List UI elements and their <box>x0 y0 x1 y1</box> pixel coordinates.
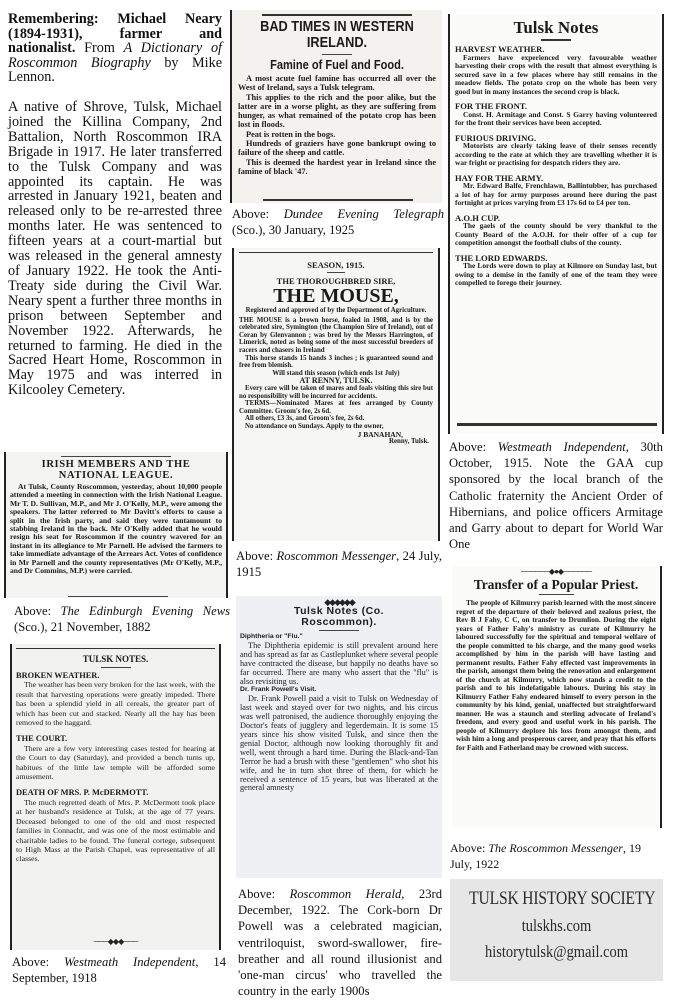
paragraph: This horse stands 15 hands 3 inches ; is guaranteed sound and free from blemish. <box>239 354 433 370</box>
intro-body: A native of Shrove, Tulsk, Michael joined the Killina Company, 2nd Battalion, North Roscommon IRA Brigade in 1917. He later transferred to the Tulsk Company and was appointed its captain. He was arrested in January 1921, beaten and released only to be re-arrested three months later. He was sentenced to fifteen years at a court-martial but was released in the general amnesty of January 1922. He took the Anti-Treaty side during the Civil War. Neary spent a further three months in prison between September and November 1922. Afterwards, he returned to farming. He died in the Sacred Heart Home, Roscommon in May 1975 and was interred in Kilcooley Cemetery. <box>8 99 222 399</box>
clipping-body <box>456 599 656 752</box>
section-text: There are a few very interesting cases tested for hearing at the Court to day (Saturday), and provided a bench turns up, habitues of the little law temple will be afforded some amusement. <box>16 743 215 782</box>
section-heading: FOR THE FRONT. <box>455 101 528 111</box>
ornament-divider: ◆◆◆◆◆◆ <box>324 597 354 607</box>
mouse-stand: Will stand this season (which ends 1st July) <box>272 369 400 377</box>
divider <box>327 272 345 273</box>
clipping-the-mouse <box>232 248 440 541</box>
clipping-body <box>238 74 436 176</box>
caption-suffix: 30th October, 1915. Note the GAA cup sponsored by the local branch of the Catholic fraternity the Ancient Order of Hibernians, and police officers Armitage and Garry about to depart for World War One <box>449 440 663 552</box>
caption-paper: Roscommon Messenger <box>276 549 397 563</box>
clipping-subhead: Famine of Fuel and Food. <box>270 57 404 72</box>
caption-paper: Westmeath Independent <box>64 955 196 969</box>
clipping-national-league <box>4 452 228 598</box>
intro-heading <box>8 12 222 85</box>
clipping-headline: TULSK NOTES. <box>82 654 149 664</box>
section-heading: Diphtheria or "Flu." <box>240 633 303 640</box>
clipping-tulsk-notes-1918 <box>10 644 221 950</box>
caption-suffix: , 14 September, 1918 <box>12 955 226 986</box>
caption-suffix: , 19 July, 1922 <box>450 841 641 872</box>
divider <box>541 39 571 41</box>
caption-suffix: (Sco.), 21 November, 1882 <box>14 620 151 635</box>
section-heading: THE LORD EDWARDS. <box>455 252 548 263</box>
paragraph: This applies to the rich and the poor alike, but the latter are in a worse plight, as they are suffering from hunger, as what remained of the potato crop has been lost in floods. <box>238 92 436 130</box>
caption-roscommon-herald <box>238 886 442 999</box>
clipping-transfer-priest <box>452 566 662 828</box>
paragraph: Every care will be taken of mares and foals visiting this sire but no responsibility will be incurred for accidents. <box>239 384 433 400</box>
section-heading: BROKEN WEATHER. <box>16 671 100 680</box>
mouse-line1: THE THOROUGHBRED SIRE, <box>276 276 396 286</box>
clipping-body <box>16 671 215 864</box>
clipping-body <box>239 317 433 446</box>
top-rule <box>16 648 215 649</box>
caption-westmeath-1918 <box>12 954 226 986</box>
caption-prefix: Above: <box>238 887 290 901</box>
ornament-divider: ───◆◆◆─── <box>93 937 138 946</box>
paragraph: All others, £3 3s, and Groom's fee, 2s 6d. <box>245 415 365 423</box>
caption-dundee <box>232 206 444 238</box>
section-heading: FURIOUS DRIVING. <box>455 132 537 143</box>
caption-prefix: Above: <box>449 440 498 454</box>
mouse-signature: J BANAHAN, <box>357 429 403 439</box>
divider <box>319 630 359 631</box>
caption-suffix: (Sco.), 30 January, 1925 <box>232 223 355 238</box>
paragraph: No attendance on Sundays. Apply to the owner, <box>245 422 384 430</box>
bottom-rule <box>68 596 168 597</box>
caption-roscommon-messenger-1922 <box>450 840 664 872</box>
caption-westmeath-1915 <box>449 439 663 552</box>
divider <box>322 54 352 55</box>
section-text: Mr. Edward Balfe, Frenchlawn, Ballintubber, has purchased a lot of hay for army purposes around here during the past fortnight at prices varying from £3 17s 6d to £4 per ton. <box>455 181 657 207</box>
intro-source-suffix: by Mike Lennon. <box>8 54 223 86</box>
section-text: The weather has been very broken for the last week, with the result that harvesting operations were greatly impeded. There has been a splendid yield in all cereals, the greater part of which has been cut and stacked. Nearly all the hay has been removed to the haggard. <box>16 680 215 728</box>
paragraph: Peat is rotten in the bogs. <box>246 129 336 139</box>
section-text: Farmers have experienced very favourable weather harvesting their crops with the result that almost everything is secured save in a few places where hay still remains in the meadow fields. The potato crop on the whole has been very good but in many instances the second crop is black. <box>455 52 657 96</box>
divider <box>539 594 574 595</box>
caption-prefix: Above: <box>236 549 277 563</box>
ornament-divider: ──────◆●◆────── <box>520 567 592 576</box>
paragraph: This is deemed the hardest year in Ireland since the famine of black '47. <box>238 157 436 176</box>
caption-paper: The Edinburgh Evening News <box>60 604 230 618</box>
paragraph: A most acute fuel famine has occurred all over the West of Ireland, says a Tulsk telegram. <box>238 74 436 93</box>
caption-paper: Dundee Evening Telegraph <box>283 207 444 221</box>
section-text: The Lords were down to play at Kilmore on Sunday last, but owing to a demise in the family of one of the team they were compelled to forego their journey. <box>455 261 657 287</box>
divider <box>101 667 131 668</box>
paragraph: TERMS—Nominated Mares at fees arranged by County Committee. Groom's fee, 2s 6d. <box>239 400 433 415</box>
section-text: The gaels of the county should be very thankful to the County Board of the A.O.H. for their offer of a cup for competition amongst the football clubs of the county. <box>455 221 657 247</box>
clipping-tulsk-notes-1922 <box>236 596 442 878</box>
mouse-signature-place: Renny, Tulsk. <box>388 438 429 446</box>
mouse-headline: THE MOUSE, <box>273 285 399 307</box>
clipping-tulsk-notes-1915 <box>448 14 664 434</box>
paragraph: The people of Kilmurry parish learned with the most sincere regret of the departure of their beloved and zealous priest, the Rev B J Fahy, C C, on transfer to Drumlion. During the eight years of Father Fahy's ministry as curate of Kilmurry he laboured successfully for the spiritual and temporal welfare of the people committed to his charge, and the many good works accomplished by him in the parish will have lasting and permanent results. Father Fahy effected vast improvements in the parish, amongst them being the renovation and enlargement of the church at Kilmurry, which now stands a credit to the parish and to his indefatigable labours. During his stay in Kilmurry Father Fahy endeared himself to every person in the community by his kind, genial, unaffected but straightforward manner. He was a staunch and sterling advocate of Ireland's freedom, and every good and useful work in his parish. The people of Kilmurry deplore his loss from amongst them, and wish him a long and prosperous career, and pray that his efforts for Faith and Fatherland may be crowned with success. <box>456 598 656 752</box>
top-rule <box>239 252 433 253</box>
clipping-bad-times <box>230 10 442 203</box>
section-heading: HAY FOR THE ARMY. <box>455 172 544 183</box>
bottom-rule <box>263 199 413 201</box>
caption-suffix: 23rd December, 1922. The Cork-born Dr Powell was a celebrated magician, ventriloquist, sword-swallower, fire-breather and all round illusionist and 'one-man circus' who travelled the country in the early 1900s <box>238 887 442 999</box>
society-website-link[interactable]: tulskhs.com <box>521 916 592 935</box>
paragraph: THE MOUSE is a brown horse, foaled in 1908, and is by the celebrated sire, Symington (the Champion Sire of Ireland), out of Ceran by Glenvannon ; was bred by the Messrs Harrington, of Limerick, noted as being some of the most successful breeders of racers and chasers in Ireland <box>239 316 433 354</box>
caption-mouse <box>236 548 442 580</box>
section-heading: THE COURT. <box>16 734 68 744</box>
mouse-season: SEASON, 1915. <box>307 260 365 270</box>
section-text: The much regretted death of Mrs. P. McDermott took place at her husband's residence at Tulsk, at the age of 77 years. Deceased belonged to one of the old and most respected families in Connacht, and was one of the most estimable and charitable ladies to be found. The funeral cortege, subsequent to High Mass at the Parish Chapel, was representative of all classes. <box>16 797 215 864</box>
clipping-headline: Tulsk Notes (Co. Roscommon). <box>293 605 385 628</box>
caption-prefix: Above: <box>232 207 284 221</box>
paragraph: At Tulsk, County Roscommon, yesterday, about 10,000 people attended a meeting in connection with the Irish National League. Mr T. D. Sullivan, M.P., and Mr J. O'Kelly, M.P., were among the speakers. The latter referred to Mr Davitt's efforts to cause a split in the Irish party, and said they were tantamount to stabbing Ireland in the back. Mr O'Kelly added that he would resign his seat for Roscommon if the country wavered for an instant in its allegiance to Mr Parnell. He advised the farmers to take immediate advantage of the Arrears Act. Votes of confidence in Mr Parnell and the county representatives (Mr O'Kelly, M.P., and Dr Commins, M.P.) were carried. <box>10 482 222 576</box>
mouse-location: AT RENNY, TULSK. <box>299 376 373 386</box>
clipping-body <box>240 633 438 793</box>
clipping-body <box>10 483 222 575</box>
caption-prefix: Above: <box>450 841 489 855</box>
section-text: Const. H. Armitage and Const. S Garry having volunteered for the front their services have been accepted. <box>455 109 657 127</box>
clipping-body <box>455 45 657 288</box>
intro-source-book: A Dictionary of Roscommon Biography <box>8 40 222 71</box>
mouse-registered: Registered and approved of by the Department of Agriculture. <box>245 307 427 314</box>
section-text: Dr. Frank Powell paid a visit to Tulsk on Wednesday of last week and stayed over for two nights, and his circus was well patronised, the audience thoroughly enjoying the Doctor's feats of jugglery and legerdemain. It is some 15 years since his show visited Tulsk, and since then the genial Doctor, although now looking thoroughly fit and well, went through a hard time. During the Black-and-Tan Terror he had a brush with these "gentlemen" who shot his wife, and he in turn shot three of them, for which he received a sentence of 15 years, but was liberated at the general amnesty <box>240 694 438 793</box>
section-text: The Diphtheria epidemic is still prevalent around here and has spread as far as Castleplunket where several people have contracted the disease, but happily no deaths have so far occurred. There are many who assert that the "flu" is also revisiting us. <box>240 640 438 686</box>
caption-edinburgh <box>14 603 230 635</box>
bottom-rule <box>457 423 657 426</box>
clipping-headline: Transfer of a Popular Priest. <box>473 577 639 592</box>
section-heading: Dr. Frank Powell's Visit. <box>240 686 317 694</box>
society-box <box>450 879 663 981</box>
caption-prefix: Above: <box>14 604 61 618</box>
caption-suffix: , 24 July, 1915 <box>236 549 442 580</box>
top-rule <box>61 456 171 457</box>
society-email-link[interactable]: historytulsk@gmail.com <box>485 942 628 961</box>
intro-source-prefix: From <box>75 40 124 57</box>
society-name: TULSK HISTORY SOCIETY <box>469 888 656 909</box>
caption-prefix: Above: <box>12 955 65 969</box>
caption-paper: Roscommon Herald, <box>289 887 405 901</box>
paragraph: Hundreds of graziers have gone bankrupt owing to failure of the sheep and cattle. <box>238 139 436 158</box>
section-heading: HARVEST WEATHER. <box>455 44 545 54</box>
caption-paper: The Roscommon Messenger <box>488 841 623 855</box>
clipping-headline: IRISH MEMBERS AND THE NATIONAL LEAGUE. <box>41 459 191 481</box>
clipping-headline: BAD TIMES IN WESTERN IRELAND. <box>260 18 414 51</box>
caption-paper: Westmeath Independent, <box>497 440 629 454</box>
clipping-headline: Tulsk Notes <box>513 18 599 37</box>
section-heading: A.O.H CUP. <box>455 212 501 223</box>
section-text: Motorists are clearly taking leave of their senses recently according to the rate at which they are travelling whether it is war fright or practising for despatch riders they are. <box>455 141 657 167</box>
intro-title: Remembering: Michael Neary (1894-1931), farmer and nationalist. <box>8 11 222 57</box>
section-heading: DEATH OF MRS. P. McDERMOTT. <box>16 788 149 798</box>
top-rule <box>262 14 412 16</box>
